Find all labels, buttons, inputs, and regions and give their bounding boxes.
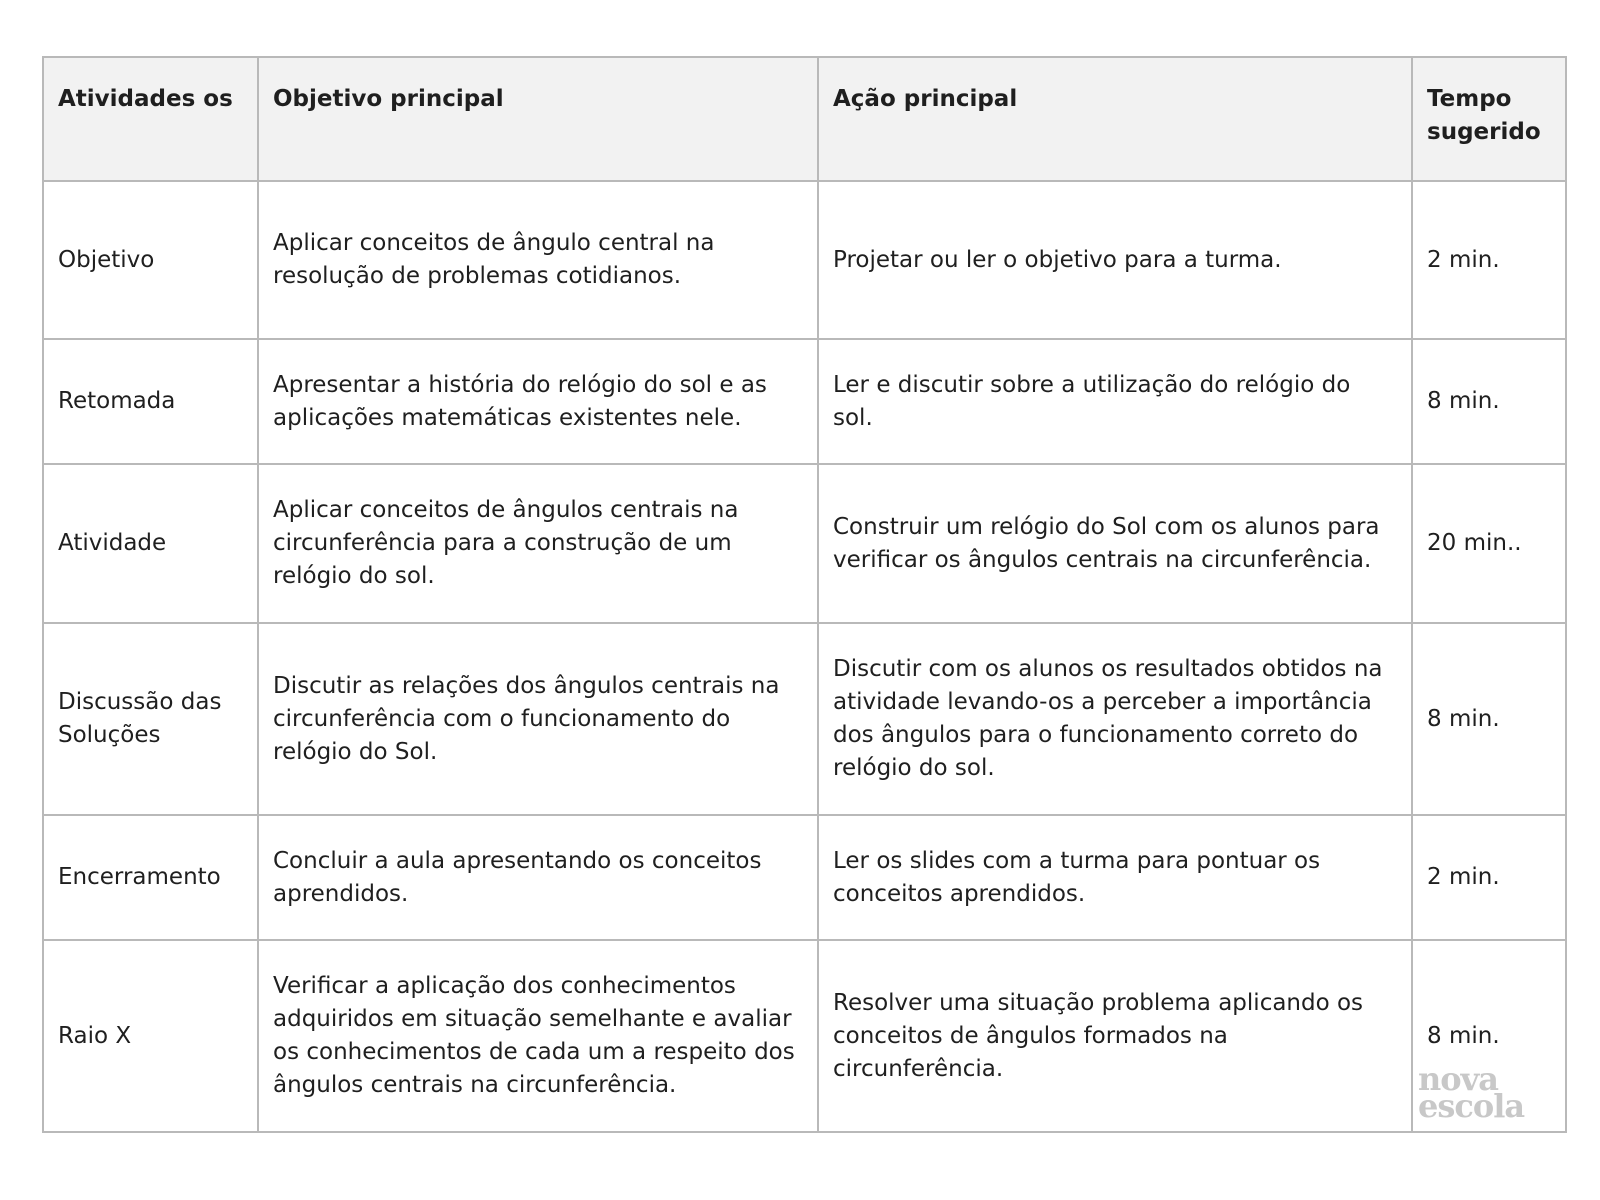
cell-tempo: 8 min. <box>1412 940 1566 1132</box>
cell-tempo: 8 min. <box>1412 339 1566 464</box>
cell-objetivo: Aplicar conceitos de ângulo central na resolução de problemas cotidianos. <box>258 181 818 339</box>
table-row <box>43 940 1566 1132</box>
table-row <box>43 339 1566 464</box>
cell-tempo: 2 min. <box>1412 181 1566 339</box>
table-row <box>43 181 1566 339</box>
cell-acao: Ler e discutir sobre a utilização do relógio do sol. <box>818 339 1412 464</box>
cell-atividade: Raio X <box>43 940 258 1132</box>
cell-acao: Discutir com os alunos os resultados obtidos na atividade levando-os a perceber a importância dos ângulos para o funcionamento correto do relógio do sol. <box>818 623 1412 815</box>
cell-atividade: Discussão das Soluções <box>43 623 258 815</box>
cell-atividade: Atividade <box>43 464 258 623</box>
cell-atividade: Objetivo <box>43 181 258 339</box>
cell-tempo: 8 min. <box>1412 623 1566 815</box>
logo-line-nova: nova <box>1418 1060 1498 1098</box>
cell-acao: Projetar ou ler o objetivo para a turma. <box>818 181 1412 339</box>
table-header-row <box>43 57 1566 181</box>
cell-atividade: Retomada <box>43 339 258 464</box>
header-atividades: Atividades os <box>43 57 258 181</box>
table-row <box>43 464 1566 623</box>
cell-acao: Ler os slides com a turma para pontuar os conceitos aprendidos. <box>818 815 1412 940</box>
nova-escola-logo <box>1418 1060 1538 1125</box>
cell-objetivo: Concluir a aula apresentando os conceitos aprendidos. <box>258 815 818 940</box>
lesson-plan-table <box>42 56 1567 1133</box>
cell-acao: Construir um relógio do Sol com os alunos para verificar os ângulos centrais na circunferência. <box>818 464 1412 623</box>
cell-objetivo: Apresentar a história do relógio do sol e as aplicações matemáticas existentes nele. <box>258 339 818 464</box>
table-row <box>43 623 1566 815</box>
cell-objetivo: Discutir as relações dos ângulos centrais na circunferência com o funcionamento do relógio do Sol. <box>258 623 818 815</box>
cell-objetivo: Verificar a aplicação dos conhecimentos adquiridos em situação semelhante e avaliar os conhecimentos de cada um a respeito dos ângulos centrais na circunferência. <box>258 940 818 1132</box>
header-tempo-sugerido: Tempo sugerido <box>1412 57 1566 181</box>
cell-acao: Resolver uma situação problema aplicando os conceitos de ângulos formados na circunferência. <box>818 940 1412 1132</box>
header-objetivo-principal: Objetivo principal <box>258 57 818 181</box>
table-row <box>43 815 1566 940</box>
cell-tempo: 2 min. <box>1412 815 1566 940</box>
header-acao-principal: Ação principal <box>818 57 1412 181</box>
logo-line-escola: escola <box>1418 1087 1525 1125</box>
cell-atividade: Encerramento <box>43 815 258 940</box>
cell-objetivo: Aplicar conceitos de ângulos centrais na circunferência para a construção de um relógio do sol. <box>258 464 818 623</box>
cell-tempo: 20 min.. <box>1412 464 1566 623</box>
